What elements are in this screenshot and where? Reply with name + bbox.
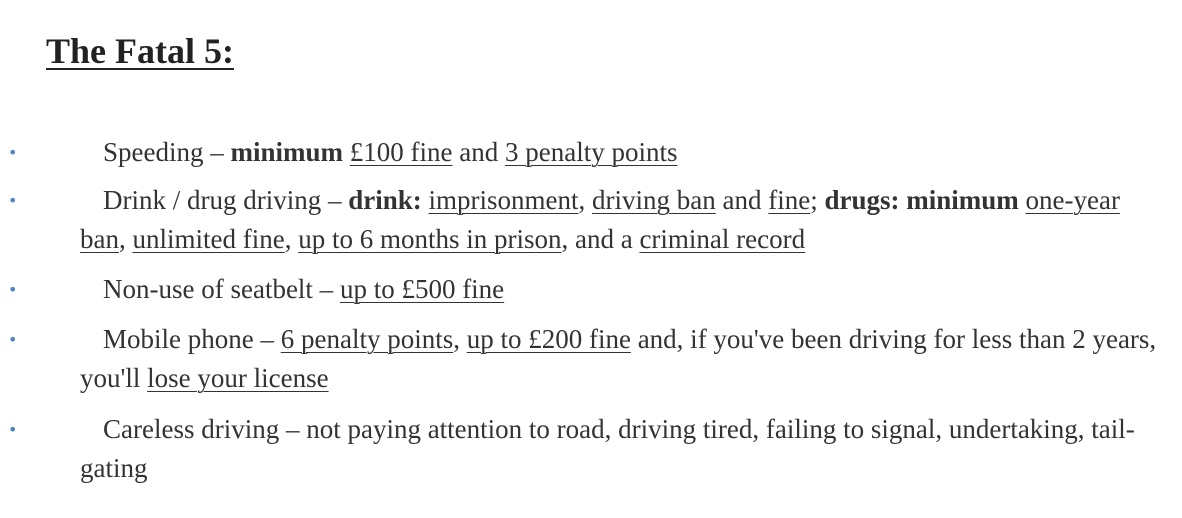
text-segment: , and a <box>561 224 640 254</box>
underlined-text: lose your license <box>147 363 329 393</box>
text-segment: Mobile phone – <box>103 324 281 354</box>
text-segment: Drink / drug driving – <box>103 185 349 215</box>
text-segment: and <box>452 137 505 167</box>
text-segment: , <box>118 224 133 254</box>
text-segment <box>1019 185 1026 215</box>
text-segment: Speeding – <box>103 137 231 167</box>
text-segment: ; <box>810 185 825 215</box>
bullet-icon: • <box>8 420 18 439</box>
underlined-text: £100 fine <box>349 137 453 167</box>
text-segment: , <box>578 185 593 215</box>
text-segment <box>422 185 429 215</box>
text-segment: , <box>453 324 467 354</box>
text-segment: Careless driving – not paying attention to road, driving tired, failing to signal, undertaking, tail-gating <box>80 414 1135 483</box>
underlined-text: up to £200 fine <box>466 324 631 354</box>
bold-text: minimum <box>230 137 344 167</box>
underlined-text: criminal record <box>639 224 806 254</box>
underlined-text: 6 penalty points <box>280 324 454 354</box>
bullet-icon: • <box>8 191 18 210</box>
underlined-text: unlimited fine <box>132 224 285 254</box>
underlined-text: one-year ban <box>80 185 1120 254</box>
underlined-text: imprisonment <box>428 185 579 215</box>
text-segment: and <box>715 185 769 215</box>
list-item-text <box>80 270 1165 309</box>
list-item-text <box>80 320 1165 398</box>
bullet-icon: • <box>8 280 18 299</box>
underlined-text: up to £500 fine <box>339 274 505 304</box>
text-segment: , <box>284 224 299 254</box>
underlined-text: driving ban <box>592 185 716 215</box>
list-item-text <box>80 410 1165 488</box>
bullet-icon: • <box>8 330 18 349</box>
bold-text: drugs: minimum <box>824 185 1019 215</box>
text-segment: Non-use of seatbelt – <box>103 274 340 304</box>
bullet-icon: • <box>8 143 18 162</box>
list-item-text <box>80 181 1165 259</box>
page-title: The Fatal 5: <box>46 31 234 71</box>
underlined-text: fine <box>768 185 811 215</box>
underlined-text: up to 6 months in prison <box>298 224 562 254</box>
text-segment <box>343 137 350 167</box>
bold-text: drink: <box>348 185 422 215</box>
text-segment: and, if you've been driving for less than 2 years, you'll <box>80 324 1157 393</box>
list-item-text <box>80 133 1165 172</box>
underlined-text: 3 penalty points <box>504 137 678 167</box>
